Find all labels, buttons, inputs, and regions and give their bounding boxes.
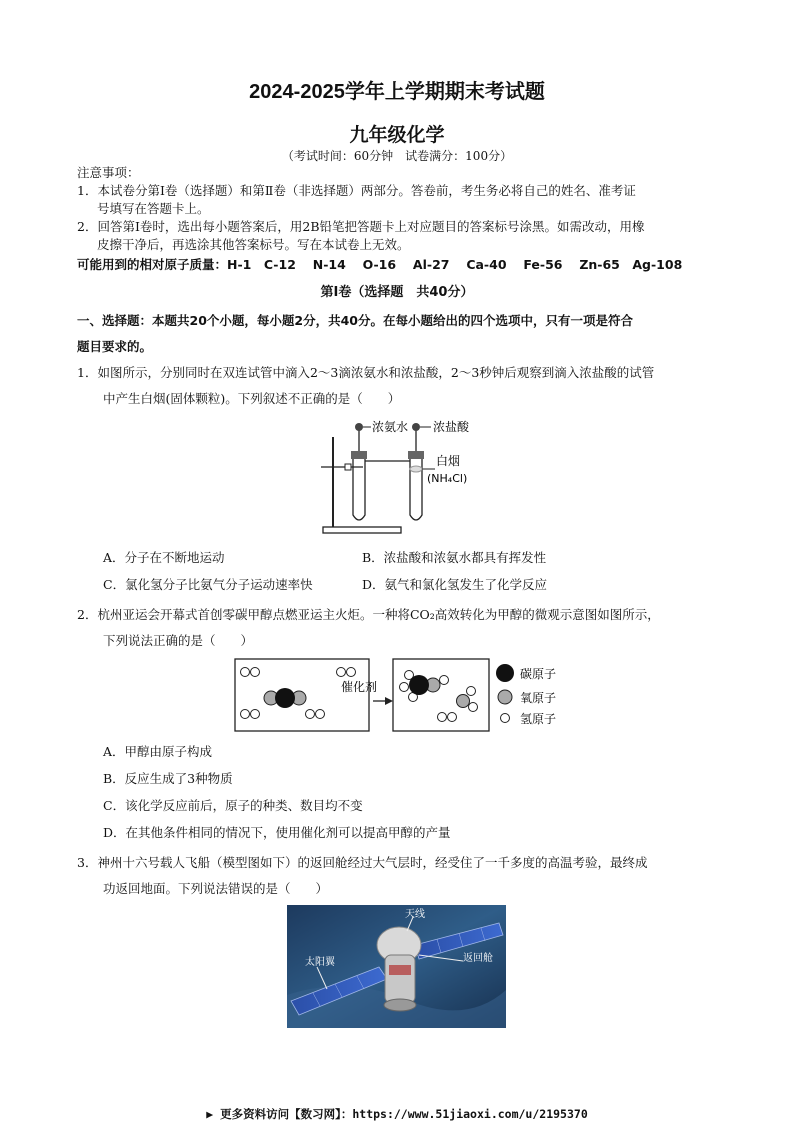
product-h2-molecule (438, 713, 457, 722)
q3-stem-line2: 功返回地面。下列说法错误的是（ ） (103, 881, 329, 896)
note-2-cont: 皮擦干净后，再选涂其他答案标号。写在本试卷上无效。 (97, 237, 410, 252)
q2-option-a[interactable]: A．甲醇由原子构成 (103, 744, 213, 759)
q1-option-a[interactable]: A．分子在不断地运动 (103, 550, 225, 565)
section1-line1: 一、选择题：本题共20个小题，每小题2分，共40分。在每小题给出的四个选项中，只有一项是符合 (77, 313, 633, 328)
section1-line2: 题目要求的。 (77, 339, 153, 354)
notes-heading: 注意事项： (77, 165, 140, 180)
note-2: 2．回答第Ⅰ卷时，选出每小题答案后，用2B铅笔把答题卡上对应题目的答案标号涂黑。如需改动，用橡 (77, 219, 645, 234)
tube-right (410, 455, 422, 520)
stopper-left (351, 451, 367, 459)
q1-stem-line1: 1．如图所示，分别同时在双连试管中滴入2～3滴浓氨水和浓盐酸，2～3秒钟后观察到滴入浓盐酸的试管 (77, 365, 655, 380)
q3-stem-line1: 3．神州十六号载人飞船（模型图如下）的返回舱经过大气层时，经受住了一千多度的高温考验，最终成 (77, 855, 648, 870)
part1-title: 第Ⅰ卷（选择题 共40分） (320, 285, 474, 300)
reaction-arrow-head (385, 697, 393, 705)
note-1: 1．本试卷分第Ⅰ卷（选择题）和第Ⅱ卷（非选择题）两部分。答卷前，考生务必将自己的姓名、准考证 (77, 183, 636, 198)
note-1-cont: 号填写在答题卡上。 (97, 201, 210, 216)
q2-option-d[interactable]: D．在其他条件相同的情况下，使用催化剂可以提高甲醇的产量 (103, 825, 451, 840)
legend-oxygen-icon (498, 690, 512, 704)
q2-option-b[interactable]: B．反应生成了3种物质 (103, 771, 233, 786)
legend-hydrogen: 氢原子 (520, 712, 557, 726)
question-1 (77, 360, 717, 412)
product-methanol-molecule (400, 671, 449, 702)
dropper-bulb-left (355, 423, 363, 431)
q2-stem-line2: 下列说法正确的是（ ） (103, 633, 254, 648)
catalyst-label: 催化剂 (341, 680, 378, 694)
tube-left (353, 455, 365, 520)
exam-subtitle: 九年级化学 (349, 124, 445, 146)
footer-link[interactable]: ▶ 更多资料访问【数习网】：https://www.51jiaoxi.com/u/2195370 (206, 1107, 588, 1121)
label-nh4cl: (NH₄Cl) (427, 472, 468, 485)
q1-option-d[interactable]: D．氨气和氯化氢发生了化学反应 (362, 577, 548, 592)
label-ammonia: 浓氨水 (372, 420, 409, 434)
stand-base (323, 527, 401, 533)
label-solar-wing: 太阳翼 (305, 957, 335, 968)
exam-title: 2024-2025学年上学期期末考试题 (249, 81, 545, 103)
q1-option-b[interactable]: B．浓盐酸和浓氨水都具有挥发性 (362, 550, 547, 565)
label-antenna: 天线 (405, 909, 425, 920)
clamp-knob (345, 464, 351, 470)
reactant-co2-molecule (264, 688, 306, 708)
white-smoke (410, 466, 422, 472)
q1-test-tube-figure (315, 415, 495, 540)
product-water-molecule (457, 687, 478, 712)
stopper-right (408, 451, 424, 459)
q2-stem-line1: 2．杭州亚运会开幕式首创零碳甲醇点燃亚运主火炬。一种将CO₂高效转化为甲醇的微观示意图如图所示， (77, 607, 660, 622)
question-3 (77, 850, 717, 902)
label-hcl: 浓盐酸 (433, 420, 470, 434)
notes-block (77, 164, 717, 254)
question-2 (77, 602, 717, 654)
q2-molecule-diagram (233, 655, 593, 735)
legend-carbon-icon (496, 664, 514, 682)
atomic-masses: 可能用到的相对原子质量：H-1 C-12 N-14 O-16 Al-27 Ca-40 Fe-56 Zn-65 Ag-108 (77, 257, 683, 272)
section1-instructions (77, 308, 717, 360)
legend-carbon: 碳原子 (520, 667, 557, 681)
exam-info: （考试时间：60分钟 试卷满分：100分） (281, 149, 513, 163)
dropper-bulb-right (412, 423, 420, 431)
label-return-capsule: 返回舱 (463, 953, 493, 964)
legend-hydrogen-icon (501, 714, 510, 723)
q3-spacecraft-image (287, 905, 506, 1028)
q1-option-c[interactable]: C．氯化氢分子比氨气分子运动速率快 (103, 577, 313, 592)
q1-stem-line2: 中产生白烟(固体颗粒)。下列叙述不正确的是（ ） (103, 391, 401, 406)
legend-oxygen: 氧原子 (520, 691, 557, 705)
label-smoke: 白烟 (436, 454, 461, 468)
q2-option-c[interactable]: C．该化学反应前后，原子的种类、数目均不变 (103, 798, 363, 813)
